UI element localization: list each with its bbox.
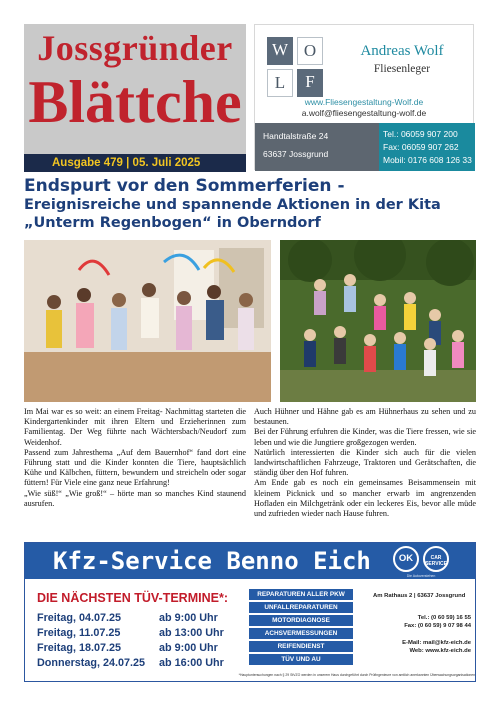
tuv-date: Freitag, 04.07.25: [37, 612, 122, 624]
service-item: TÜV UND AU: [249, 654, 353, 665]
article-paragraph: Passend zum Jahresthema „Auf dem Bauernhof“ fand dort eine Führung statt und die Kinder konnten die Tiere, hauptsächlich Kühe und Kälbchen, füttern, bewundern und streicheln oder sogar füttern! Für Viele eine ganz neue Erfahrung!: [24, 447, 246, 488]
tuv-row: [37, 627, 255, 641]
ad-kfz-service: [24, 542, 476, 682]
tuv-date: Donnerstag, 24.07.25: [37, 657, 146, 669]
wolf-tel: Tel.: 06059 907 200: [383, 129, 458, 139]
article-headline: Endspurt vor den Sommerferien -: [24, 176, 345, 196]
kfz-email[interactable]: E-Mail: mail@kfz-eich.de: [402, 640, 471, 646]
kfz-tel: Tel.: (0 60 59) 16 55: [417, 615, 471, 621]
service-item: ACHSVERMESSUNGEN: [249, 628, 353, 639]
ok-badge-icon: OK: [393, 546, 419, 572]
article-column-2: [254, 407, 476, 519]
article-paragraph: Natürlich interessierten die Kinder sich auch für die vielen landwirtschaftlichen Fahrzeuge, Traktoren und Gerätschaften, die ständig über den Hof fuhren.: [254, 447, 476, 478]
tuv-heading: DIE NÄCHSTEN TÜV-TERMINE*:: [37, 591, 228, 605]
wolf-contact: [379, 123, 475, 171]
article-paragraph: Auch Hühner und Hähne gab es am Hühnerhaus zu sehen und zu bestaunen.: [254, 407, 476, 427]
tuv-date: Freitag, 11.07.25: [37, 627, 121, 639]
issue-label: Ausgabe 479 | 05. Juli 2025: [24, 154, 246, 172]
service-item: REIFENDIENST: [249, 641, 353, 652]
service-item: REPARATUREN ALLER PKW: [249, 589, 353, 600]
photo-kids-group-illustration: [280, 240, 476, 402]
tuv-row: [37, 612, 255, 626]
article-column-1: [24, 407, 246, 509]
masthead-title-line2: Blättche: [28, 69, 242, 135]
tuv-row: [37, 642, 255, 656]
tuv-row: [37, 657, 255, 671]
kfz-contact-block: [373, 639, 471, 655]
service-item: MOTORDIAGNOSE: [249, 615, 353, 626]
wolf-address: [255, 123, 379, 171]
article-paragraph: Im Mai war es so weit: an einem Freitag- Nachmittag starteten die Kindergartenkinder mit ihren Eltern und Erzieherinnen zum Familientag. Der Weg führte nach Wächtersbach/Neudorf zum Weidenhof.: [24, 407, 246, 447]
photo-kids-group-forest: [280, 240, 476, 402]
kfz-fax: Fax: (0 60 59) 9 07 98 44: [404, 623, 471, 629]
wolf-website[interactable]: www.Fliesengestaltung-Wolf.de: [304, 97, 424, 107]
service-item: UNFALLREPARATUREN: [249, 602, 353, 613]
ad-andreas-wolf: [254, 24, 474, 170]
article-paragraph: Am Ende gab es noch ein gemeinsames Beisammensein mit kleinem Picknick und so mancher erwarb im angrenzenden Hofladen ein Milchgetränk oder ein leckeres Eis, bevor alle müde und zufrieden wieder nach Hause fuhren.: [254, 478, 476, 519]
tuv-time: ab 13:00 Uhr: [159, 627, 224, 639]
photo-kids-dancing-illustration: [24, 240, 271, 402]
tuv-time: ab 16:00 Uhr: [159, 657, 224, 669]
tuv-date: Freitag, 18.07.25: [37, 642, 122, 654]
logo-letter-f: F: [297, 69, 323, 97]
article-headline-block: [24, 176, 476, 232]
wolf-street: Handtalstraße 24: [263, 131, 329, 141]
logo-letter-w: W: [267, 37, 293, 65]
wolf-city: 63637 Jossgrund: [263, 149, 329, 159]
wolf-mobil: Mobil: 0176 608 126 33: [383, 155, 472, 165]
car-service-badge-icon: CAR SERVICE: [423, 546, 449, 572]
article-subheadline-2: „Unterm Regenbogen“ in Oberndorf: [24, 215, 321, 231]
kfz-web[interactable]: Web: www.kfz-eich.de: [409, 648, 471, 654]
wolf-name: Andreas Wolf: [360, 43, 444, 59]
article-paragraph: „Wie süß!“ „Wie groß!“ – hörte man so manches Kind staunend ausrufen.: [24, 488, 246, 508]
badge-subtitle: Die Autoverstehen: [406, 574, 436, 578]
wolf-trade: Fliesenleger: [373, 63, 431, 75]
masthead-title-line1: Jossgründer: [37, 28, 233, 68]
article-paragraph: Bei der Führung erfuhren die Kinder, was die Tiere fressen, wie sie leben und wie die Jungtiere großgezogen werden.: [254, 427, 476, 447]
tuv-time: ab 9:00 Uhr: [159, 642, 218, 654]
wolf-email[interactable]: a.wolf@fliesengestaltung-wolf.de: [301, 108, 427, 118]
kfz-address: Am Rathaus 2 | 63637 Jossgrund: [373, 593, 466, 599]
kfz-title: Kfz-Service Benno Eich: [53, 547, 371, 575]
tuv-time: ab 9:00 Uhr: [159, 612, 218, 624]
masthead: [24, 24, 246, 170]
kfz-title-band: [25, 543, 475, 579]
logo-letter-o: O: [297, 37, 323, 65]
kfz-footnote: *Hauptuntersuchungen nach § 29 StVZO werden in unserem Haus durchgeführt durch Prüfingenieure von amtlich anerkannten Überwachungsorganisationen: [238, 673, 475, 677]
wolf-fax: Fax: 06059 907 262: [383, 142, 459, 152]
photo-kids-dancing: [24, 240, 271, 402]
logo-letter-l: L: [267, 69, 293, 97]
wolf-logo: [267, 37, 323, 93]
article-subheadline-1: Ereignisreiche und spannende Aktionen in der Kita: [24, 197, 441, 213]
kfz-phone-block: [373, 614, 471, 630]
